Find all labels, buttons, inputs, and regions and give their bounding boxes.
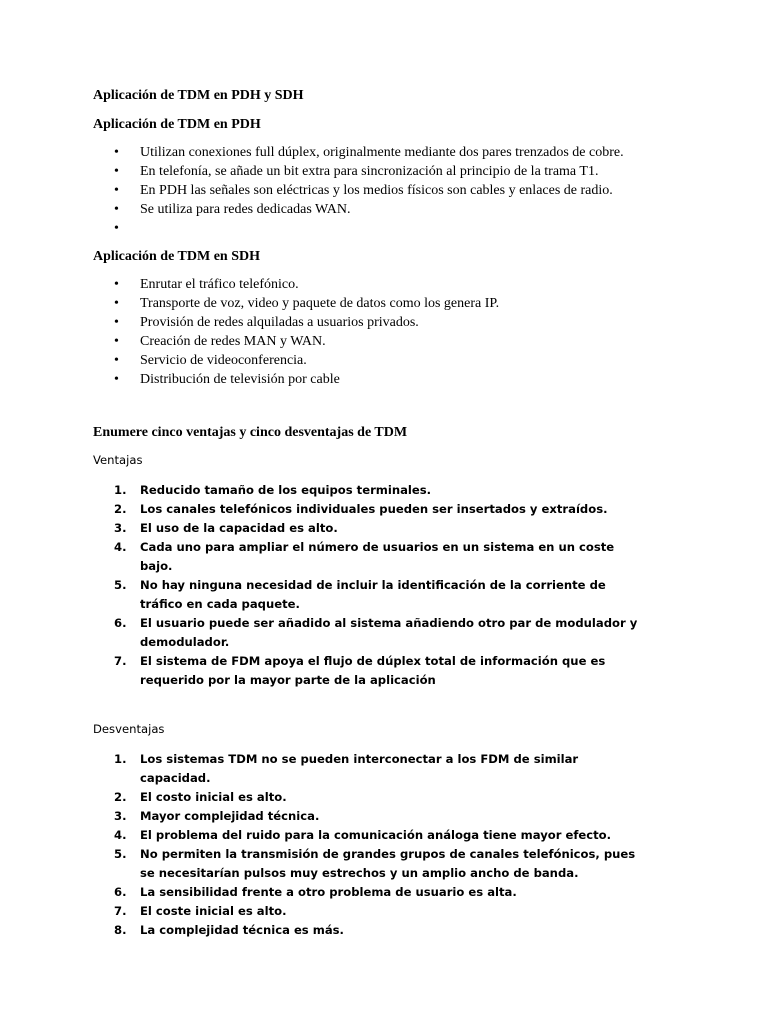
sdh-list <box>93 275 693 389</box>
list-item: 4. El problema del ruido para la comunicación análoga tiene mayor efecto. <box>114 828 612 842</box>
list-item: • Se utiliza para redes dedicadas WAN. <box>114 202 351 217</box>
list-item <box>93 219 693 238</box>
list-item: 5. No permiten la transmisión de grandes grupos de canales telefónicos, pues se necesitarían pulsos muy estrechos y un amplio ancho de banda. <box>114 847 636 880</box>
pdh-heading: Aplicación de TDM en PDH <box>93 117 261 132</box>
question-heading: Enumere cinco ventajas y cinco desventajas de TDM <box>93 425 408 440</box>
list-item: 2. El costo inicial es alto. <box>114 790 287 804</box>
list-item: • Transporte de voz, video y paquete de datos como los genera IP. <box>114 296 500 311</box>
bullet-icon: • <box>114 221 119 236</box>
list-item: • En PDH las señales son eléctricas y los medios físicos son cables y enlaces de radio. <box>114 183 613 198</box>
list-item: • Distribución de televisión por cable <box>114 372 340 387</box>
list-item: 6. La sensibilidad frente a otro problema de usuario es alta. <box>114 885 517 899</box>
list-item: • Servicio de videoconferencia. <box>114 353 307 368</box>
desventajas-heading: Desventajas <box>93 722 165 736</box>
list-item: 5. No hay ninguna necesidad de incluir la identificación de la corriente de tráfico en cada paquete. <box>114 578 606 611</box>
document-title: Aplicación de TDM en PDH y SDH <box>93 88 304 103</box>
bullet-icon: • <box>114 334 119 349</box>
desventajas-list <box>93 750 693 940</box>
pdh-list <box>93 143 693 238</box>
list-item: • Provisión de redes alquiladas a usuarios privados. <box>114 315 419 330</box>
bullet-icon: • <box>114 183 119 198</box>
list-item: 3. Mayor complejidad técnica. <box>114 809 320 823</box>
list-item: 8. La complejidad técnica es más. <box>114 923 344 937</box>
bullet-icon: • <box>114 315 119 330</box>
bullet-icon: • <box>114 202 119 217</box>
list-item: 7. El sistema de FDM apoya el flujo de dúplex total de información que es requerido por la mayor parte de la aplicación <box>114 654 606 687</box>
list-item: • Utilizan conexiones full dúplex, originalmente mediante dos pares trenzados de cobre. <box>114 145 624 160</box>
list-item: 6. El usuario puede ser añadido al sistema añadiendo otro par de modulador y demodulador. <box>114 616 638 649</box>
bullet-icon: • <box>114 145 119 160</box>
ventajas-list <box>93 481 693 690</box>
list-item: • En telefonía, se añade un bit extra para sincronización al principio de la trama T1. <box>114 164 599 179</box>
bullet-icon: • <box>114 277 119 292</box>
bullet-icon: • <box>114 353 119 368</box>
list-item: 2. Los canales telefónicos individuales pueden ser insertados y extraídos. <box>114 502 608 516</box>
list-item: • Creación de redes MAN y WAN. <box>114 334 326 349</box>
bullet-icon: • <box>114 372 119 387</box>
ventajas-heading: Ventajas <box>93 453 143 467</box>
sdh-heading: Aplicación de TDM en SDH <box>93 249 260 264</box>
bullet-icon: • <box>114 164 119 179</box>
list-item: 4. Cada uno para ampliar el número de usuarios en un sistema en un coste bajo. <box>114 540 615 573</box>
list-item: 1. Reducido tamaño de los equipos terminales. <box>114 483 432 497</box>
list-item: 3. El uso de la capacidad es alto. <box>114 521 338 535</box>
list-item: • Enrutar el tráfico telefónico. <box>114 277 299 292</box>
list-item: 7. El coste inicial es alto. <box>114 904 287 918</box>
document-page <box>93 86 693 940</box>
list-item: 1. Los sistemas TDM no se pueden interconectar a los FDM de similar capacidad. <box>114 752 579 785</box>
bullet-icon: • <box>114 296 119 311</box>
